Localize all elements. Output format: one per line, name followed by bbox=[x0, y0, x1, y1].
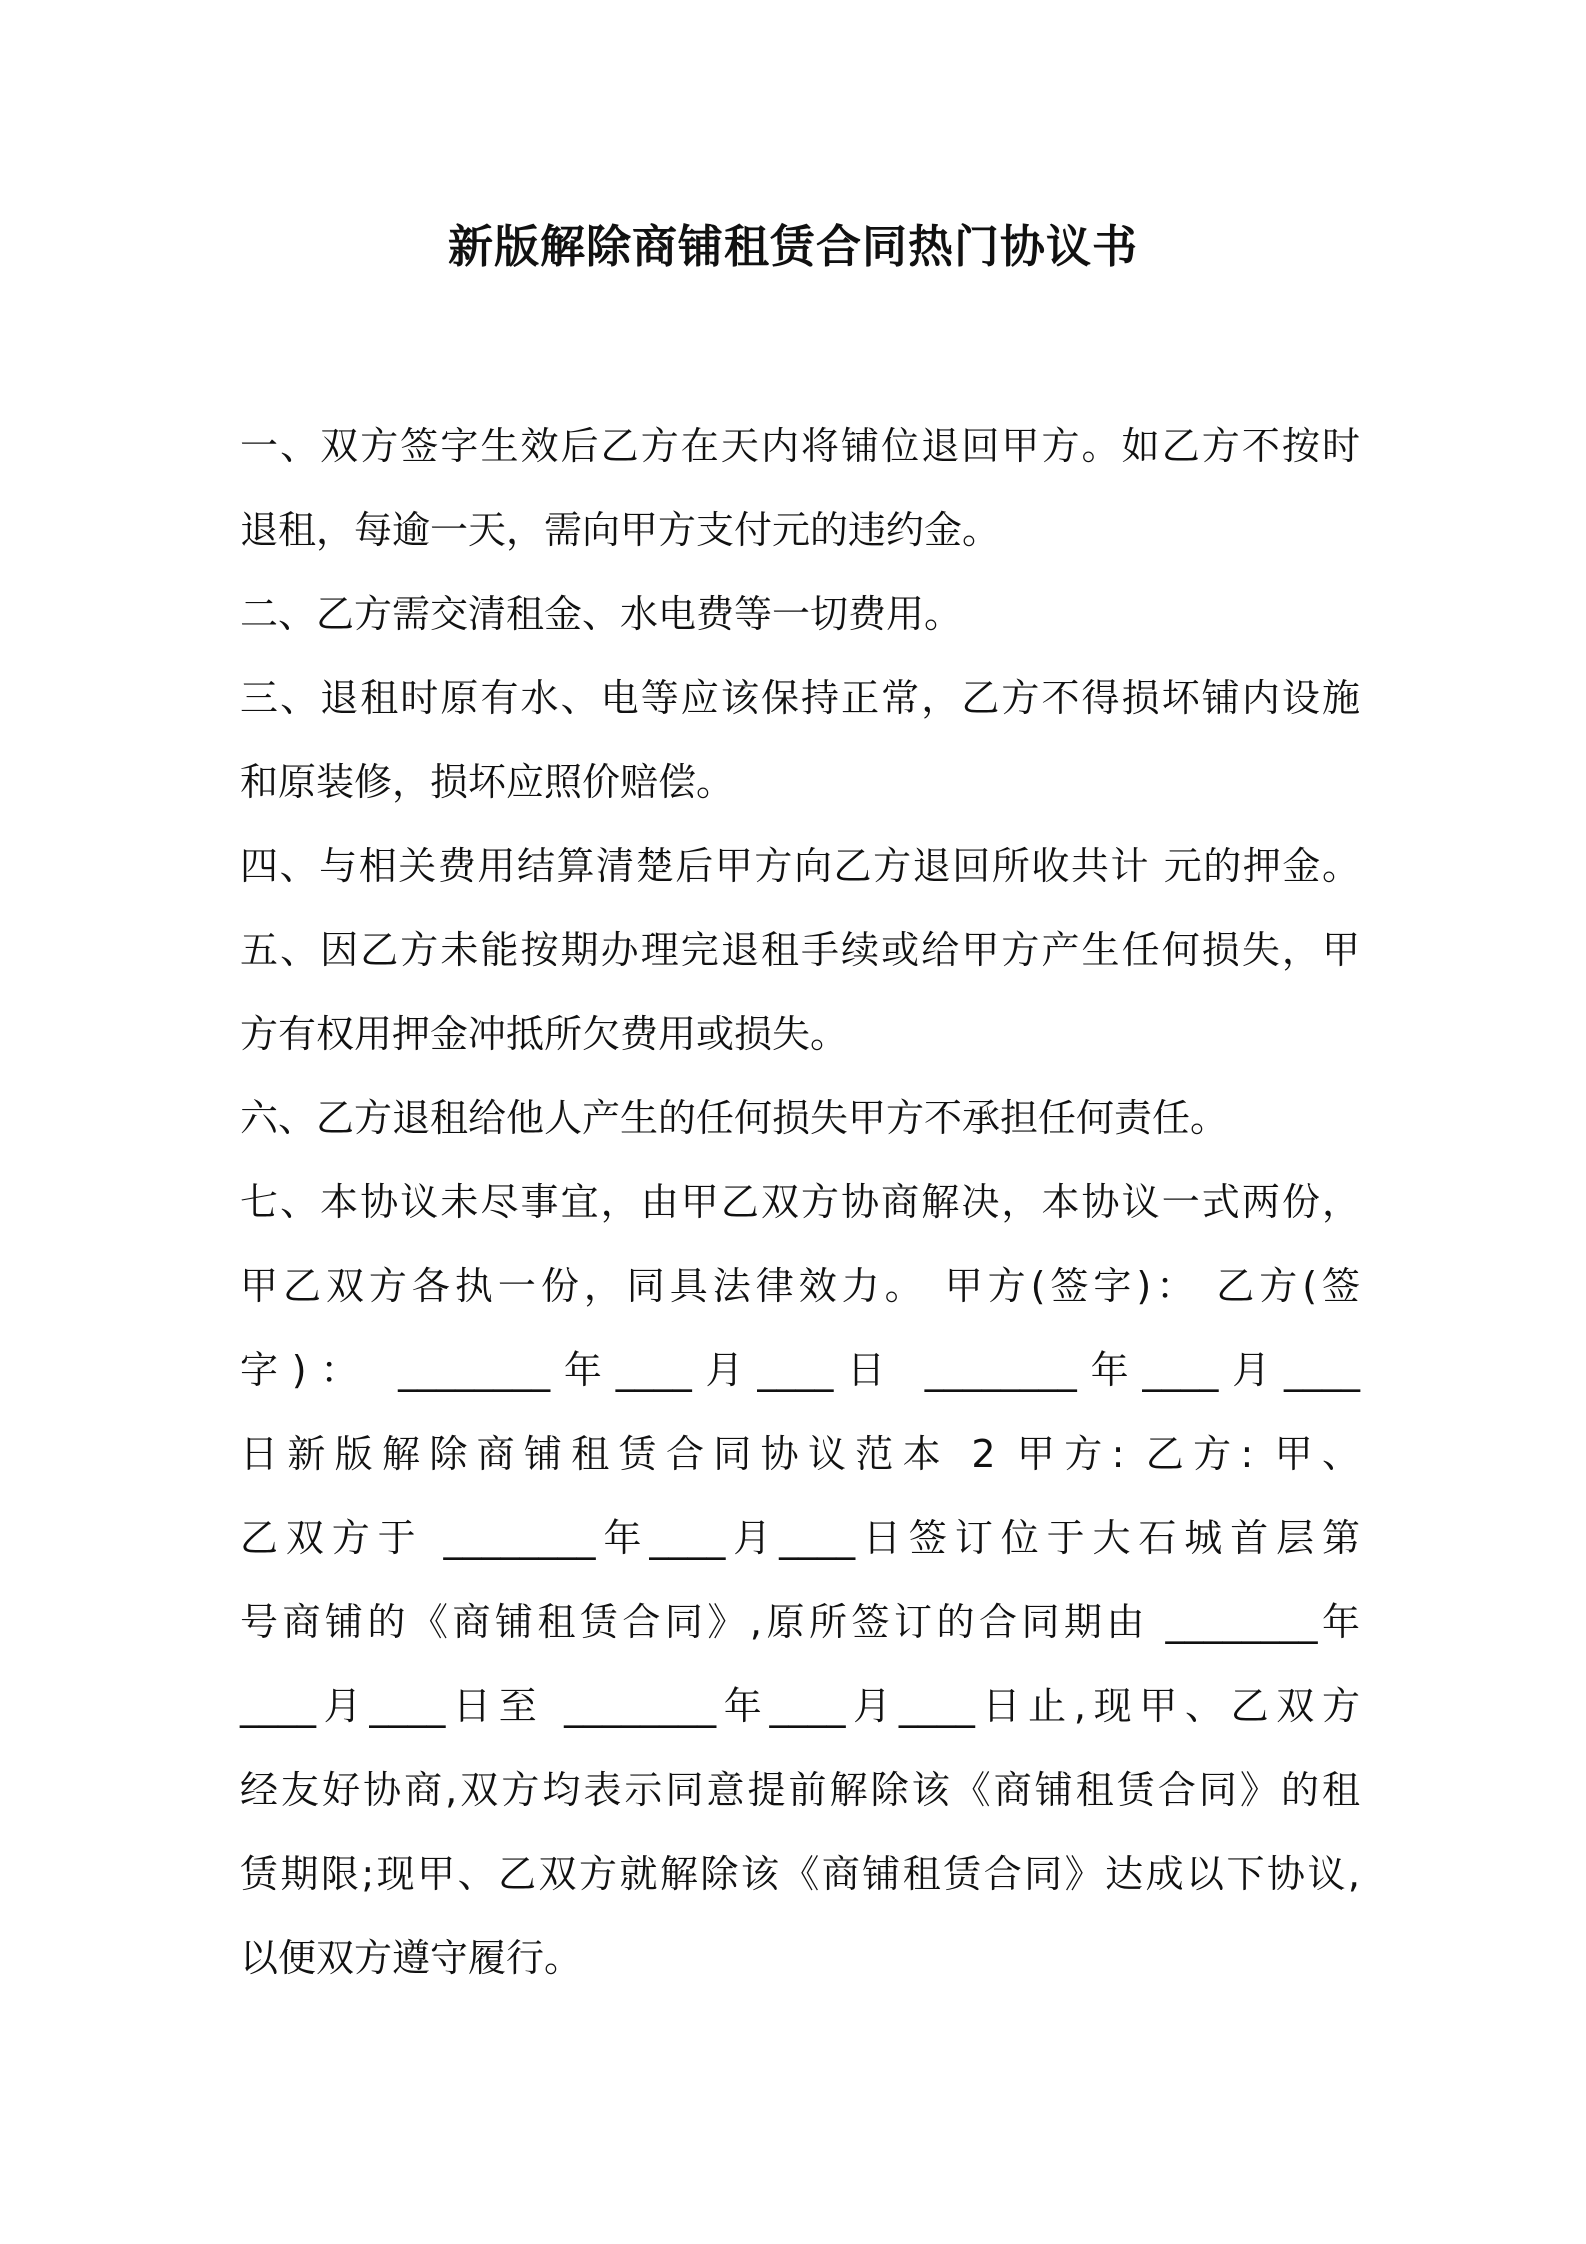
body-line: 以便双方遵守履行。 bbox=[240, 1936, 583, 1980]
body-line: 退租，每逾一天，需向甲方支付元的违约金。 bbox=[240, 508, 1001, 552]
body-line: 字)： ________年____月____日 ________年____月____ bbox=[240, 1348, 1360, 1392]
body-line: 三、退租时原有水、电等应该保持正常，乙方不得损坏铺内设施 bbox=[240, 676, 1360, 720]
body-line: 五、因乙方未能按期办理完退租手续或给甲方产生任何损失，甲 bbox=[240, 928, 1360, 972]
body-line: ____月____日至 ________年____月____日止,现甲、乙双方 bbox=[240, 1684, 1360, 1728]
body-line: 一、双方签字生效后乙方在天内将铺位退回甲方。如乙方不按时 bbox=[240, 424, 1360, 468]
body-line: 方有权用押金冲抵所欠费用或损失。 bbox=[240, 1012, 849, 1056]
body-line: 号商铺的《商铺租赁合同》,原所签订的合同期由 ________年 bbox=[240, 1600, 1360, 1644]
body-line: 乙双方于 ________年____月____日签订位于大石城首层第 bbox=[240, 1516, 1360, 1560]
body-line: 经友好协商,双方均表示同意提前解除该《商铺租赁合同》的租 bbox=[240, 1768, 1360, 1812]
body-line: 六、乙方退租给他人产生的任何损失甲方不承担任何责任。 bbox=[240, 1096, 1229, 1140]
body-line: 二、乙方需交清租金、水电费等一切费用。 bbox=[240, 592, 963, 636]
body-line: 四、与相关费用结算清楚后甲方向乙方退回所收共计 元的押金。 bbox=[240, 844, 1360, 888]
body-line: 日新版解除商铺租赁合同协议范本 2 甲方: 乙方: 甲、 bbox=[240, 1432, 1360, 1476]
body-line: 七、本协议未尽事宜，由甲乙双方协商解决，本协议一式两份， bbox=[240, 1180, 1360, 1224]
body-line: 甲乙双方各执一份，同具法律效力。 甲方(签字)： 乙方(签 bbox=[240, 1264, 1360, 1308]
body-line: 赁期限;现甲、乙双方就解除该《商铺租赁合同》达成以下协议, bbox=[240, 1852, 1360, 1896]
document-body bbox=[240, 404, 1360, 2000]
document-title: 新版解除商铺租赁合同热门协议书 bbox=[447, 220, 1138, 273]
body-line: 和原装修，损坏应照价赔偿。 bbox=[240, 760, 735, 804]
